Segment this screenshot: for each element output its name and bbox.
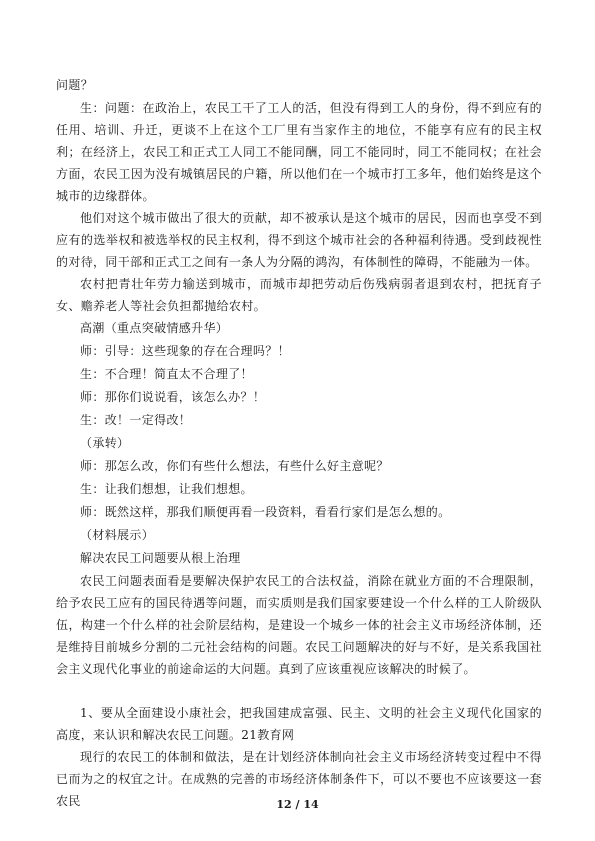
dialogue-line: 生：不合理！简直太不合理了！	[80, 367, 253, 381]
paragraph-question: 问题？	[56, 78, 94, 92]
paragraph-student-answer: 生：问题：在政治上，农民工干了工人的活，但没有得到工人的身份，得不到应有的任用、培训、升迁，更谈不上在这个工厂里有当家作主的地位，不能享有应有的民主权利；在经济上，农民工和正式工人同工不能同酬，同工不能同时，同工不能同权；在社会方面，农民工因为没有城镇居民的户籍，所以他们在一个城市打工多年，他们始终是这个城市的边缘群体。	[56, 101, 542, 203]
dialogue-line: 师：那怎么改，你们有些什么想法，有些什么好主意呢？	[80, 459, 389, 473]
dialogue-line: 生：让我们想想，让我们想想。	[80, 482, 253, 496]
section-climax: 高潮（重点突破情感升华）	[80, 321, 229, 335]
dialogue-line: 师：引导：这些现象的存在合理吗？！	[80, 344, 290, 358]
section-material: （材料展示）	[80, 528, 155, 542]
page-number: 12 / 14	[276, 798, 319, 811]
dialogue-line: 师：那你们说说看，该怎么办？！	[80, 390, 266, 404]
material-paragraph-current-system: 现行的农民工的体制和做法，是在计划经济体制向社会主义市场经济转变过程中不得已而为之的权宜之计。在成熟的完善的市场经济体制条件下，可以不要也不应该要这一套农民	[56, 750, 542, 808]
paragraph-rural-burden: 农村把青壮年劳力输送到城市，而城市却把劳动后伤残病弱者退到农村，把抚育子女、赡养老人等社会负担都抛给农村。	[56, 277, 542, 313]
dialogue-line: 生：改！一定得改！	[80, 413, 192, 427]
paragraph-contribution: 他们对这个城市做出了很大的贡献，却不被承认是这个城市的居民，因而也享受不到应有的选举权和被选举权的民主权利，得不到这个城市社会的各种福利待遇。受到歧视性的对待，同干部和正式工之间有一条人为分隔的鸿沟，有体制性的障碍，不能融为一体。	[56, 211, 542, 269]
material-heading: 解决农民工问题要从根上治理	[80, 551, 241, 565]
section-transition: （承转）	[80, 436, 130, 450]
material-point-1: 1、要从全面建设小康社会，把我国建成富强、民主、文明的社会主义现代化国家的高度，来认识和解决农民工问题。21教育网	[56, 706, 542, 742]
dialogue-line: 师：既然这样，那我们顺便再看一段资料，看看行家们是怎么想的。	[80, 505, 451, 519]
material-paragraph: 农民工问题表面看是要解决保护农民工的合法权益，消除在就业方面的不合理限制，给予农民工应有的国民待遇等问题，而实质则是我们国家要建设一个什么样的工人阶级队伍，构建一个什么样的社会阶层结构，是建设一个城乡一体的社会主义市场经济体制，还是维持目前城乡分割的二元社会结构的问题。农民工问题解决的好与不好，是关系我国社会主义现代化事业的前途命运的大问题。真到了应该重视应该解决的时候了。	[56, 574, 542, 676]
